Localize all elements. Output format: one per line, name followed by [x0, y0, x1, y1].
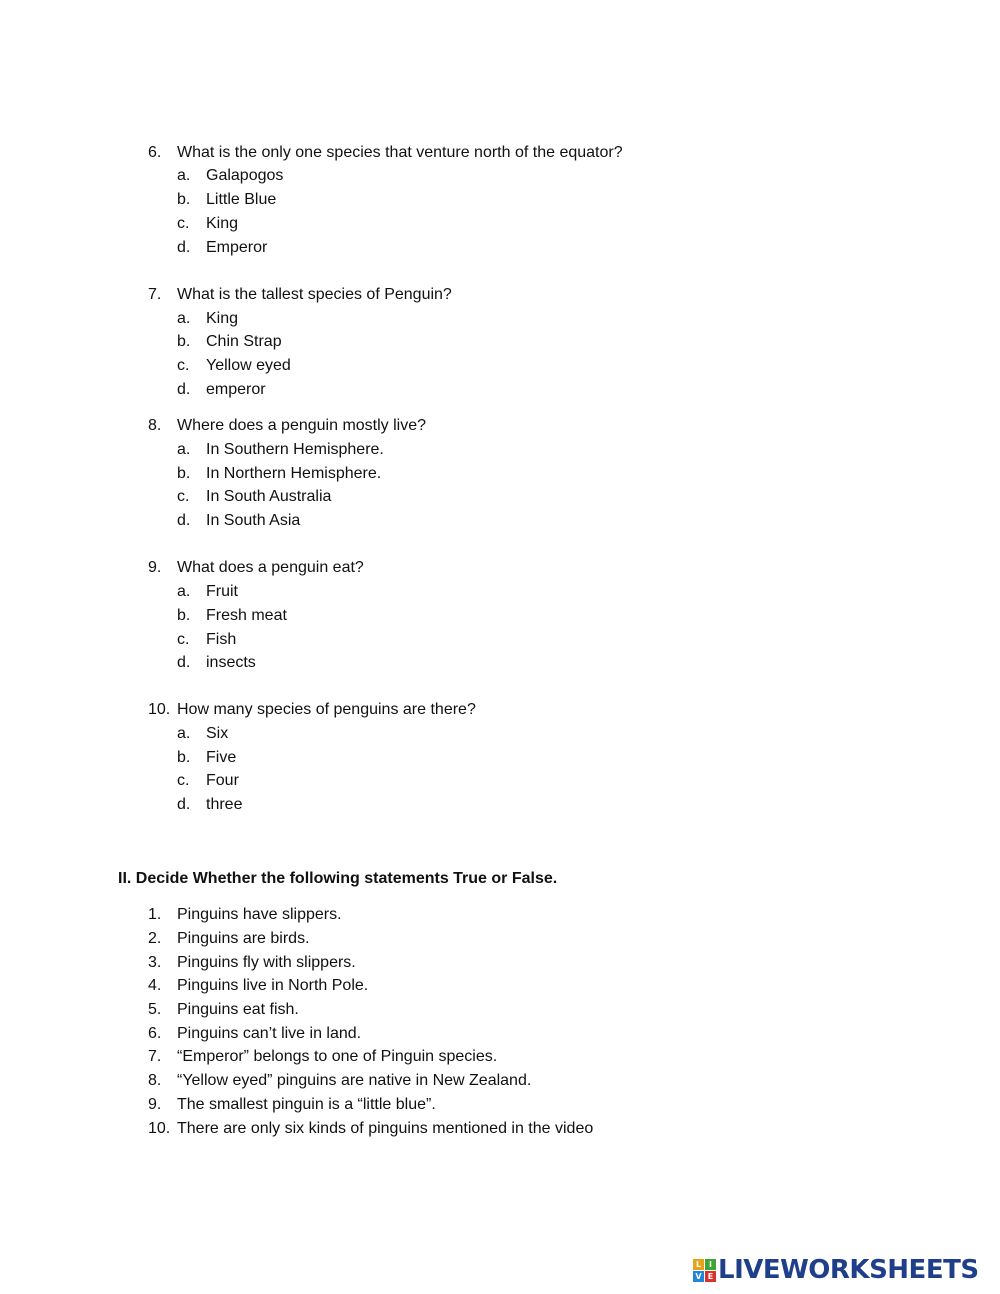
statement-number: 1.	[148, 906, 162, 923]
option-text: King	[206, 310, 239, 327]
statement-number: 3.	[148, 954, 162, 971]
option-letter: b.	[177, 191, 191, 208]
option-text: three	[206, 796, 243, 813]
statement-text: “Yellow eyed” pinguins are native in New Zealand.	[177, 1072, 532, 1089]
question-text: Where does a penguin mostly live?	[177, 417, 427, 434]
option-text: Five	[206, 749, 237, 766]
logo-text: LIVEWORKSHEETS	[718, 1255, 979, 1285]
option-text: In South Australia	[206, 488, 332, 505]
option-letter: b.	[177, 607, 191, 624]
option-text: Fruit	[206, 583, 238, 600]
statement-text: Pinguins fly with slippers.	[177, 954, 356, 971]
logo-mark-cell: E	[705, 1271, 716, 1282]
option-text: Four	[206, 772, 239, 789]
statement-text: “Emperor” belongs to one of Pinguin species.	[177, 1048, 498, 1065]
statement-text: Pinguins can’t live in land.	[177, 1025, 362, 1042]
question-number: 10.	[148, 701, 171, 718]
logo-mark-icon	[693, 1259, 716, 1282]
option-letter: c.	[177, 488, 190, 505]
option-text: Chin Strap	[206, 333, 282, 350]
statement-text: Pinguins are birds.	[177, 930, 310, 947]
question-number: 6.	[148, 144, 162, 161]
option-letter: d.	[177, 512, 191, 529]
question-number: 7.	[148, 286, 162, 303]
question-text: What does a penguin eat?	[177, 559, 364, 576]
statement-number: 6.	[148, 1025, 162, 1042]
option-letter: c.	[177, 631, 190, 648]
option-letter: d.	[177, 381, 191, 398]
option-letter: c.	[177, 357, 190, 374]
liveworksheets-logo	[693, 1255, 979, 1285]
statement-text: Pinguins have slippers.	[177, 906, 342, 923]
option-letter: a.	[177, 583, 191, 600]
option-letter: b.	[177, 749, 191, 766]
statement-number: 7.	[148, 1048, 162, 1065]
option-text: insects	[206, 654, 256, 671]
question-text: How many species of penguins are there?	[177, 701, 476, 718]
section-heading: II. Decide Whether the following statements True or False.	[118, 870, 558, 887]
option-letter: b.	[177, 465, 191, 482]
logo-mark-cell: V	[693, 1271, 704, 1282]
statement-text: There are only six kinds of pinguins mentioned in the video	[177, 1120, 594, 1137]
option-letter: b.	[177, 333, 191, 350]
option-text: Emperor	[206, 239, 268, 256]
statement-number: 2.	[148, 930, 162, 947]
question-number: 8.	[148, 417, 162, 434]
option-text: emperor	[206, 381, 266, 398]
question-number: 9.	[148, 559, 162, 576]
statement-text: Pinguins eat fish.	[177, 1001, 299, 1018]
option-text: In Northern Hemisphere.	[206, 465, 382, 482]
option-letter: a.	[177, 310, 191, 327]
option-text: Yellow eyed	[206, 357, 291, 374]
option-letter: d.	[177, 796, 191, 813]
option-letter: a.	[177, 441, 191, 458]
option-text: Little Blue	[206, 191, 277, 208]
logo-mark-cell: L	[693, 1259, 704, 1270]
question-text: What is the tallest species of Penguin?	[177, 286, 452, 303]
question-text: What is the only one species that venture north of the equator?	[177, 144, 623, 161]
statement-number: 5.	[148, 1001, 162, 1018]
option-text: King	[206, 215, 239, 232]
option-text: In Southern Hemisphere.	[206, 441, 384, 458]
statement-text: The smallest pinguin is a “little blue”.	[177, 1096, 436, 1113]
option-text: Galapogos	[206, 167, 284, 184]
logo-mark-cell: I	[705, 1259, 716, 1270]
statement-text: Pinguins live in North Pole.	[177, 977, 369, 994]
option-text: Six	[206, 725, 229, 742]
option-letter: c.	[177, 772, 190, 789]
option-letter: a.	[177, 167, 191, 184]
statement-number: 8.	[148, 1072, 162, 1089]
option-letter: a.	[177, 725, 191, 742]
option-letter: d.	[177, 239, 191, 256]
option-letter: d.	[177, 654, 191, 671]
statement-number: 10.	[148, 1120, 171, 1137]
option-text: Fresh meat	[206, 607, 287, 624]
option-text: Fish	[206, 631, 237, 648]
statement-number: 4.	[148, 977, 162, 994]
option-text: In South Asia	[206, 512, 301, 529]
statement-number: 9.	[148, 1096, 162, 1113]
option-letter: c.	[177, 215, 190, 232]
